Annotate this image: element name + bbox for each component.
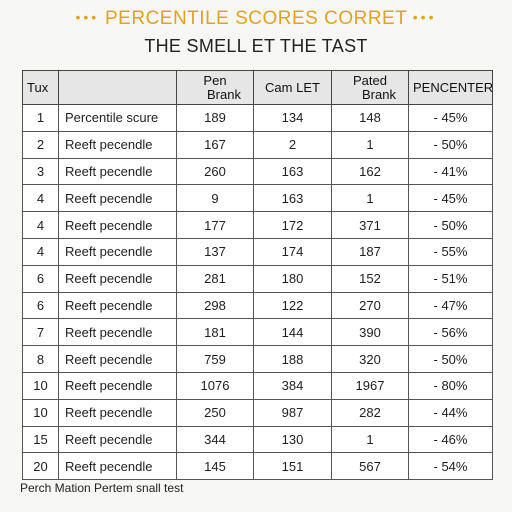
table-cell: Reeft pecendle: [59, 453, 177, 480]
table-cell: - 41%: [409, 158, 493, 185]
table-cell: 174: [254, 238, 332, 265]
table-row: [23, 131, 493, 158]
table-cell: - 80%: [409, 372, 493, 399]
table-cell: 181: [177, 319, 254, 346]
table-cell: 188: [254, 346, 332, 373]
table-cell: - 50%: [409, 131, 493, 158]
footer-note: Perch Mation Pertem snall test: [20, 481, 184, 495]
table-row: [23, 426, 493, 453]
column-header-line1: Pen: [203, 72, 227, 88]
header-row: [23, 71, 493, 105]
column-header-line1: Cam LET: [265, 79, 320, 95]
table-cell: 9: [177, 185, 254, 212]
table-row: [23, 453, 493, 480]
table-cell: Reeft pecendle: [59, 185, 177, 212]
table-cell: 1967: [332, 372, 409, 399]
table-cell: 567: [332, 453, 409, 480]
table-row: [23, 372, 493, 399]
table-cell: 759: [177, 346, 254, 373]
column-header-line1: Tux: [27, 79, 49, 95]
percentile-table: [22, 70, 493, 480]
table-cell: 163: [254, 185, 332, 212]
table-cell: 162: [332, 158, 409, 185]
table-cell: - 54%: [409, 453, 493, 480]
table-cell: 298: [177, 292, 254, 319]
table-cell: - 55%: [409, 238, 493, 265]
table-cell: Reeft pecendle: [59, 426, 177, 453]
table-cell: 122: [254, 292, 332, 319]
column-header[interactable]: [59, 71, 177, 105]
table-row: [23, 399, 493, 426]
table-cell: 384: [254, 372, 332, 399]
column-header[interactable]: [177, 71, 254, 105]
table-cell: - 56%: [409, 319, 493, 346]
table-cell: 6: [23, 265, 59, 292]
table-cell: 20: [23, 453, 59, 480]
table-cell: 145: [177, 453, 254, 480]
table-cell: 260: [177, 158, 254, 185]
table-cell: 4: [23, 238, 59, 265]
table-cell: Reeft pecendle: [59, 212, 177, 239]
table-row: [23, 346, 493, 373]
table-cell: 8: [23, 346, 59, 373]
decorative-dots-left-icon: •••: [75, 9, 100, 25]
table-cell: 167: [177, 131, 254, 158]
table-row: [23, 292, 493, 319]
table-cell: 187: [332, 238, 409, 265]
table-cell: Reeft pecendle: [59, 265, 177, 292]
table-cell: Reeft pecendle: [59, 238, 177, 265]
table-cell: 7: [23, 319, 59, 346]
table-cell: Reeft pecendle: [59, 158, 177, 185]
table-cell: 1: [332, 185, 409, 212]
table-cell: 2: [23, 131, 59, 158]
table-cell: 371: [332, 212, 409, 239]
table-cell: - 47%: [409, 292, 493, 319]
table-cell: - 45%: [409, 185, 493, 212]
table-row: [23, 212, 493, 239]
column-header-line2: Brank: [207, 86, 241, 102]
table-cell: 6: [23, 292, 59, 319]
page-subtitle: THE SMELL ET THE TAST: [144, 36, 368, 56]
table-row: [23, 185, 493, 212]
table-cell: 1076: [177, 372, 254, 399]
table-cell: 281: [177, 265, 254, 292]
table-cell: 4: [23, 212, 59, 239]
table-cell: 10: [23, 399, 59, 426]
table-cell: 148: [332, 105, 409, 132]
table-cell: - 45%: [409, 105, 493, 132]
table-cell: 10: [23, 372, 59, 399]
title-row: [0, 8, 512, 30]
column-header-line1: Pated: [353, 72, 387, 88]
table-cell: Reeft pecendle: [59, 319, 177, 346]
page-title: PERCENTILE SCORES CORRET: [105, 8, 407, 29]
table-cell: 15: [23, 426, 59, 453]
table-cell: 1: [332, 426, 409, 453]
table-cell: 189: [177, 105, 254, 132]
table-header: [23, 71, 493, 105]
column-header-line1: PENCENTER: [413, 79, 494, 95]
table-cell: 282: [332, 399, 409, 426]
table-cell: 4: [23, 185, 59, 212]
column-header[interactable]: [409, 71, 493, 105]
table-cell: - 44%: [409, 399, 493, 426]
table-cell: 137: [177, 238, 254, 265]
table-cell: 270: [332, 292, 409, 319]
column-header[interactable]: [332, 71, 409, 105]
table-body: [23, 105, 493, 480]
table-cell: Reeft pecendle: [59, 292, 177, 319]
table-cell: 151: [254, 453, 332, 480]
table-cell: 130: [254, 426, 332, 453]
table-row: [23, 105, 493, 132]
column-header[interactable]: [23, 71, 59, 105]
table-cell: 3: [23, 158, 59, 185]
table-cell: 1: [23, 105, 59, 132]
table-cell: 134: [254, 105, 332, 132]
table-cell: Reeft pecendle: [59, 399, 177, 426]
table-cell: 1: [332, 131, 409, 158]
table-cell: 177: [177, 212, 254, 239]
table-cell: 152: [332, 265, 409, 292]
table-cell: Reeft pecendle: [59, 131, 177, 158]
table-cell: 320: [332, 346, 409, 373]
table-cell: Percentile scure: [59, 105, 177, 132]
table-cell: 180: [254, 265, 332, 292]
table-cell: 163: [254, 158, 332, 185]
column-header[interactable]: [254, 71, 332, 105]
decorative-dots-right-icon: •••: [412, 9, 437, 25]
table-cell: 172: [254, 212, 332, 239]
table-cell: - 50%: [409, 212, 493, 239]
table-cell: Reeft pecendle: [59, 372, 177, 399]
table-row: [23, 158, 493, 185]
table-cell: - 51%: [409, 265, 493, 292]
table-cell: - 46%: [409, 426, 493, 453]
table-cell: 344: [177, 426, 254, 453]
table-row: [23, 238, 493, 265]
table-cell: 2: [254, 131, 332, 158]
table-cell: - 50%: [409, 346, 493, 373]
table-cell: 250: [177, 399, 254, 426]
table-cell: 390: [332, 319, 409, 346]
table-row: [23, 265, 493, 292]
table-cell: 987: [254, 399, 332, 426]
table-cell: Reeft pecendle: [59, 346, 177, 373]
table-row: [23, 319, 493, 346]
table-cell: 144: [254, 319, 332, 346]
column-header-line2: Brank: [362, 86, 396, 102]
